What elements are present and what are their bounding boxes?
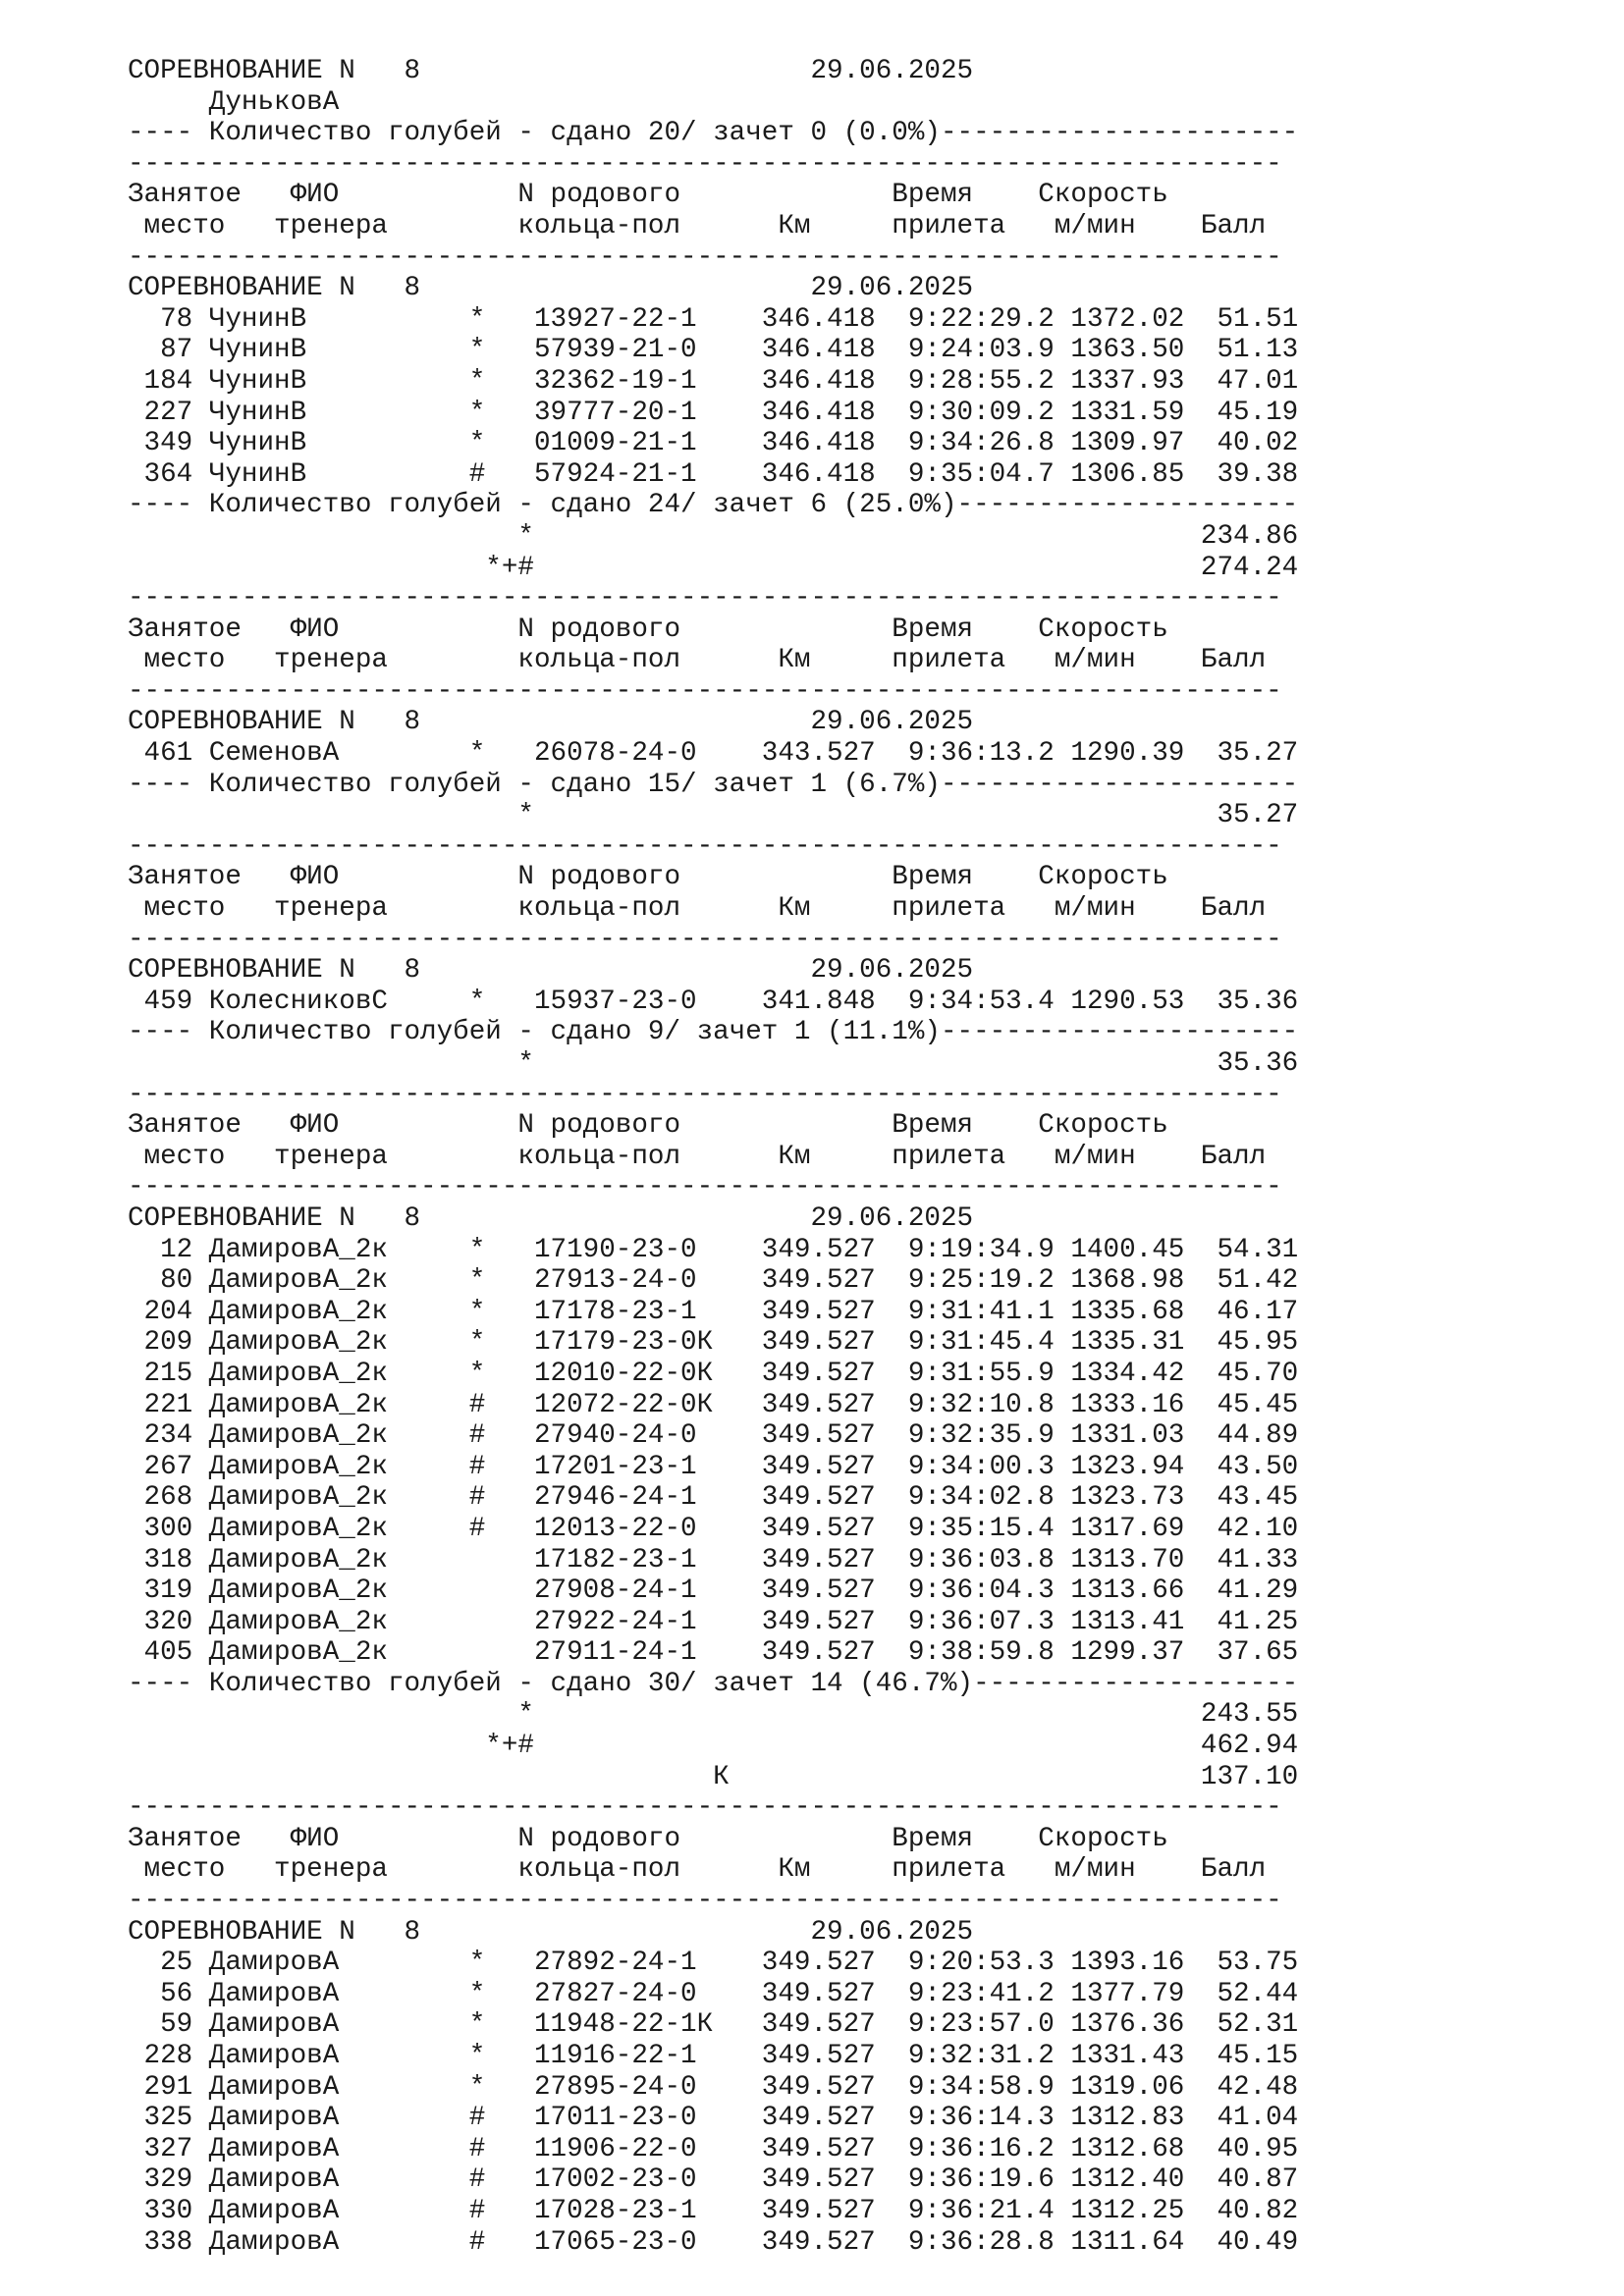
report-line: место тренера кольца-пол Км прилета м/мин Балл (128, 645, 1267, 676)
report-line: 78 ЧунинВ * 13927-22-1 346.418 9:22:29.2 1372.02 51.51 (128, 303, 1299, 335)
report-line: 267 ДамировА_2к # 17201-23-1 349.527 9:34:00.3 1323.94 43.50 (128, 1451, 1299, 1482)
report-line: ----------------------------------------------------------------------- (128, 830, 1282, 862)
report-line: ----------------------------------------------------------------------- (128, 1172, 1282, 1203)
report-line: 215 ДамировА_2к * 12010-22-0К 349.527 9:31:55.9 1334.42 45.70 (128, 1358, 1299, 1389)
report-line: 227 ЧунинВ * 39777-20-1 346.418 9:30:09.2 1331.59 45.19 (128, 397, 1299, 428)
report-line: 209 ДамировА_2к * 17179-23-0К 349.527 9:31:45.4 1335.31 45.95 (128, 1327, 1299, 1359)
report-line: место тренера кольца-пол Км прилета м/мин Балл (128, 893, 1267, 925)
report-line: 459 КолесниковС * 15937-23-0 341.848 9:34:53.4 1290.53 35.36 (128, 986, 1299, 1017)
report-line: место тренера кольца-пол Км прилета м/мин Балл (128, 1141, 1267, 1172)
report-line: К 137.10 (128, 1761, 1299, 1792)
report-line: 330 ДамировА # 17028-23-1 349.527 9:36:21.4 1312.25 40.82 (128, 2195, 1299, 2226)
report-line: *+# 274.24 (128, 552, 1299, 583)
report-line: ----------------------------------------------------------------------- (128, 675, 1282, 707)
report-line: 59 ДамировА * 11948-22-1К 349.527 9:23:57.0 1376.36 52.31 (128, 2009, 1299, 2041)
report-line: ---- Количество голубей - сдано 15/ зачет 1 (6.7%)---------------------- (128, 769, 1299, 800)
report-line: СОРЕВНОВАНИЕ N 8 29.06.2025 (128, 707, 974, 738)
report-line: ---- Количество голубей - сдано 24/ зачет 6 (25.0%)--------------------- (128, 490, 1299, 521)
report-line: * 35.27 (128, 800, 1299, 831)
report-line: * 243.55 (128, 1699, 1299, 1731)
report-line: 56 ДамировА * 27827-24-0 349.527 9:23:41.2 1377.79 52.44 (128, 1978, 1299, 2009)
results-printout (128, 56, 1298, 2258)
report-line: 405 ДамировА_2к 27911-24-1 349.527 9:38:59.8 1299.37 37.65 (128, 1637, 1299, 1669)
report-line: 320 ДамировА_2к 27922-24-1 349.527 9:36:07.3 1313.41 41.25 (128, 1606, 1299, 1637)
report-line: 12 ДамировА_2к * 17190-23-0 349.527 9:19:34.9 1400.45 54.31 (128, 1234, 1299, 1265)
report-line: Занятое ФИО N родового Время Скорость (128, 862, 1168, 893)
report-line: Занятое ФИО N родового Время Скорость (128, 1110, 1168, 1142)
report-line: ----------------------------------------------------------------------- (128, 1886, 1282, 1917)
report-line: СОРЕВНОВАНИЕ N 8 29.06.2025 (128, 1202, 974, 1234)
report-line: 329 ДамировА # 17002-23-0 349.527 9:36:19.6 1312.40 40.87 (128, 2164, 1299, 2196)
report-line: 184 ЧунинВ * 32362-19-1 346.418 9:28:55.2 1337.93 47.01 (128, 365, 1299, 397)
report-line: 300 ДамировА_2к # 12013-22-0 349.527 9:35:15.4 1317.69 42.10 (128, 1513, 1299, 1544)
report-line: 268 ДамировА_2к # 27946-24-1 349.527 9:34:02.8 1323.73 43.45 (128, 1482, 1299, 1514)
report-line: место тренера кольца-пол Км прилета м/мин Балл (128, 210, 1267, 241)
report-line: 87 ЧунинВ * 57939-21-0 346.418 9:24:03.9 1363.50 51.13 (128, 335, 1299, 366)
report-line: 349 ЧунинВ * 01009-21-1 346.418 9:34:26.8 1309.97 40.02 (128, 428, 1299, 459)
report-line: ---- Количество голубей - сдано 20/ зачет 0 (0.0%)---------------------- (128, 118, 1299, 149)
report-line: ----------------------------------------------------------------------- (128, 924, 1282, 955)
report-line: 364 ЧунинВ # 57924-21-1 346.418 9:35:04.7 1306.85 39.38 (128, 458, 1299, 490)
report-line: СОРЕВНОВАНИЕ N 8 29.06.2025 (128, 955, 974, 987)
report-line: 319 ДамировА_2к 27908-24-1 349.527 9:36:04.3 1313.66 41.29 (128, 1575, 1299, 1607)
report-line: ---- Количество голубей - сдано 30/ зачет 14 (46.7%)-------------------- (128, 1668, 1299, 1699)
report-line: Занятое ФИО N родового Время Скорость (128, 614, 1168, 645)
report-line: СОРЕВНОВАНИЕ N 8 29.06.2025 (128, 273, 974, 304)
report-line: 25 ДамировА * 27892-24-1 349.527 9:20:53.3 1393.16 53.75 (128, 1948, 1299, 1979)
report-line: 327 ДамировА # 11906-22-0 349.527 9:36:16.2 1312.68 40.95 (128, 2133, 1299, 2164)
report-line: место тренера кольца-пол Км прилета м/мин Балл (128, 1854, 1267, 1886)
report-line: 234 ДамировА_2к # 27940-24-0 349.527 9:32:35.9 1331.03 44.89 (128, 1420, 1299, 1452)
report-line: * 234.86 (128, 520, 1299, 552)
report-line: ---- Количество голубей - сдано 9/ зачет 1 (11.1%)---------------------- (128, 1017, 1299, 1048)
report-line: ДуньковА (128, 86, 340, 118)
report-line: *+# 462.94 (128, 1731, 1299, 1762)
report-line: 221 ДамировА_2к # 12072-22-0К 349.527 9:32:10.8 1333.16 45.45 (128, 1389, 1299, 1420)
report-line: Занятое ФИО N родового Время Скорость (128, 180, 1168, 211)
report-line: Занятое ФИО N родового Время Скорость (128, 1823, 1168, 1854)
report-line: ----------------------------------------------------------------------- (128, 1792, 1282, 1824)
report-line: 461 СеменовА * 26078-24-0 343.527 9:36:13.2 1290.39 35.27 (128, 738, 1299, 770)
report-line: ----------------------------------------------------------------------- (128, 583, 1282, 614)
report-line: 204 ДамировА_2к * 17178-23-1 349.527 9:31:41.1 1335.68 46.17 (128, 1296, 1299, 1327)
report-line: 318 ДамировА_2к 17182-23-1 349.527 9:36:03.8 1313.70 41.33 (128, 1544, 1299, 1575)
report-line: ----------------------------------------------------------------------- (128, 148, 1282, 180)
report-line: СОРЕВНОВАНИЕ N 8 29.06.2025 (128, 56, 974, 86)
report-line: 228 ДамировА * 11916-22-1 349.527 9:32:31.2 1331.43 45.15 (128, 2041, 1299, 2071)
report-line: ----------------------------------------------------------------------- (128, 1079, 1282, 1110)
report-line: 291 ДамировА * 27895-24-0 349.527 9:34:58.9 1319.06 42.48 (128, 2071, 1299, 2103)
report-line: 338 ДамировА # 17065-23-0 349.527 9:36:28.8 1311.64 40.49 (128, 2226, 1299, 2258)
report-line: 325 ДамировА # 17011-23-0 349.527 9:36:14.3 1312.83 41.04 (128, 2103, 1299, 2134)
report-line: 80 ДамировА_2к * 27913-24-0 349.527 9:25:19.2 1368.98 51.42 (128, 1265, 1299, 1297)
report-line: * 35.36 (128, 1048, 1299, 1079)
report-line: СОРЕВНОВАНИЕ N 8 29.06.2025 (128, 1916, 974, 1948)
report-line: ----------------------------------------------------------------------- (128, 241, 1282, 273)
